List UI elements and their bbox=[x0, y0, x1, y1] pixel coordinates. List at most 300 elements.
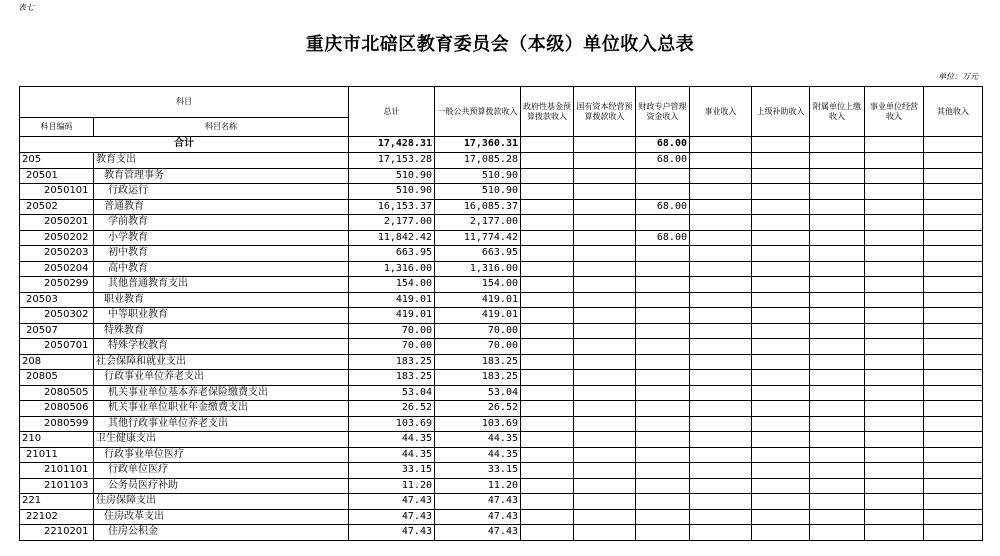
total-cell: 53.04 bbox=[349, 385, 435, 401]
operating-income-cell bbox=[865, 153, 924, 169]
total-sum: 17,428.31 bbox=[349, 137, 435, 153]
total-operating bbox=[865, 137, 924, 153]
other-income-cell bbox=[924, 277, 983, 293]
business-income-cell bbox=[690, 339, 752, 355]
special-account-cell bbox=[636, 432, 690, 448]
name-cell: 职业教育 bbox=[94, 292, 349, 308]
total-cell: 26.52 bbox=[349, 401, 435, 417]
business-income-cell bbox=[690, 184, 752, 200]
business-income-cell bbox=[690, 261, 752, 277]
code-cell: 205 bbox=[20, 153, 94, 169]
total-cell: 70.00 bbox=[349, 339, 435, 355]
affiliate-income-cell bbox=[810, 494, 865, 510]
name-cell: 特殊教育 bbox=[94, 323, 349, 339]
code-cell: 2080505 bbox=[20, 385, 94, 401]
other-income-cell bbox=[924, 339, 983, 355]
state-capital-cell bbox=[574, 370, 636, 386]
table-row bbox=[20, 215, 983, 231]
code-cell: 2101101 bbox=[20, 463, 94, 479]
state-capital-cell bbox=[574, 323, 636, 339]
other-income-cell bbox=[924, 370, 983, 386]
special-account-cell bbox=[636, 168, 690, 184]
name-cell: 住房改革支出 bbox=[94, 509, 349, 525]
superior-subsidy-cell bbox=[752, 215, 810, 231]
affiliate-income-cell bbox=[810, 261, 865, 277]
name-cell: 公务员医疗补助 bbox=[94, 478, 349, 494]
gov-fund-cell bbox=[521, 261, 574, 277]
special-account-cell bbox=[636, 246, 690, 262]
table-row bbox=[20, 292, 983, 308]
special-account-cell bbox=[636, 370, 690, 386]
code-cell: 2050204 bbox=[20, 261, 94, 277]
general-budget-cell: 419.01 bbox=[435, 292, 521, 308]
gov-fund-cell bbox=[521, 385, 574, 401]
special-account-cell: 68.00 bbox=[636, 153, 690, 169]
superior-subsidy-cell bbox=[752, 199, 810, 215]
header-name: 科目名称 bbox=[94, 118, 349, 137]
operating-income-cell bbox=[865, 215, 924, 231]
header-superior-subsidy: 上级补助收入 bbox=[752, 87, 810, 137]
special-account-cell bbox=[636, 184, 690, 200]
affiliate-income-cell bbox=[810, 509, 865, 525]
name-cell: 住房保障支出 bbox=[94, 494, 349, 510]
name-cell: 社会保障和就业支出 bbox=[94, 354, 349, 370]
superior-subsidy-cell bbox=[752, 277, 810, 293]
total-special: 68.00 bbox=[636, 137, 690, 153]
gov-fund-cell bbox=[521, 509, 574, 525]
name-cell: 教育管理事务 bbox=[94, 168, 349, 184]
operating-income-cell bbox=[865, 509, 924, 525]
code-cell: 2050701 bbox=[20, 339, 94, 355]
total-cell: 17,153.28 bbox=[349, 153, 435, 169]
general-budget-cell: 183.25 bbox=[435, 354, 521, 370]
header-affiliate-income: 附属单位上缴收入 bbox=[810, 87, 865, 137]
affiliate-income-cell bbox=[810, 277, 865, 293]
unit-label: 单位：万元 bbox=[938, 72, 978, 81]
total-business bbox=[690, 137, 752, 153]
total-cell: 11,842.42 bbox=[349, 230, 435, 246]
other-income-cell bbox=[924, 323, 983, 339]
other-income-cell bbox=[924, 246, 983, 262]
table-row bbox=[20, 494, 983, 510]
other-income-cell bbox=[924, 478, 983, 494]
affiliate-income-cell bbox=[810, 525, 865, 541]
total-cell: 11.20 bbox=[349, 478, 435, 494]
general-budget-cell: 47.43 bbox=[435, 525, 521, 541]
business-income-cell bbox=[690, 199, 752, 215]
business-income-cell bbox=[690, 478, 752, 494]
business-income-cell bbox=[690, 277, 752, 293]
special-account-cell bbox=[636, 323, 690, 339]
header-subject: 科目 bbox=[20, 87, 349, 118]
general-budget-cell: 17,085.28 bbox=[435, 153, 521, 169]
gov-fund-cell bbox=[521, 494, 574, 510]
superior-subsidy-cell bbox=[752, 463, 810, 479]
code-cell: 21011 bbox=[20, 447, 94, 463]
total-general: 17,360.31 bbox=[435, 137, 521, 153]
state-capital-cell bbox=[574, 432, 636, 448]
total-subsidy bbox=[752, 137, 810, 153]
gov-fund-cell bbox=[521, 447, 574, 463]
name-cell: 行政单位医疗 bbox=[94, 463, 349, 479]
table-row bbox=[20, 432, 983, 448]
gov-fund-cell bbox=[521, 184, 574, 200]
affiliate-income-cell bbox=[810, 354, 865, 370]
state-capital-cell bbox=[574, 463, 636, 479]
income-summary-table bbox=[19, 86, 983, 541]
business-income-cell bbox=[690, 215, 752, 231]
code-cell: 20503 bbox=[20, 292, 94, 308]
state-capital-cell bbox=[574, 246, 636, 262]
special-account-cell: 68.00 bbox=[636, 230, 690, 246]
state-capital-cell bbox=[574, 354, 636, 370]
general-budget-cell: 663.95 bbox=[435, 246, 521, 262]
general-budget-cell: 154.00 bbox=[435, 277, 521, 293]
other-income-cell bbox=[924, 509, 983, 525]
gov-fund-cell bbox=[521, 478, 574, 494]
total-cell: 663.95 bbox=[349, 246, 435, 262]
gov-fund-cell bbox=[521, 230, 574, 246]
operating-income-cell bbox=[865, 261, 924, 277]
gov-fund-cell bbox=[521, 277, 574, 293]
code-cell: 2050302 bbox=[20, 308, 94, 324]
table-row bbox=[20, 168, 983, 184]
table-row bbox=[20, 478, 983, 494]
affiliate-income-cell bbox=[810, 230, 865, 246]
gov-fund-cell bbox=[521, 525, 574, 541]
operating-income-cell bbox=[865, 370, 924, 386]
business-income-cell bbox=[690, 385, 752, 401]
affiliate-income-cell bbox=[810, 339, 865, 355]
operating-income-cell bbox=[865, 525, 924, 541]
total-cell: 70.00 bbox=[349, 323, 435, 339]
gov-fund-cell bbox=[521, 354, 574, 370]
other-income-cell bbox=[924, 416, 983, 432]
superior-subsidy-cell bbox=[752, 230, 810, 246]
other-income-cell bbox=[924, 354, 983, 370]
name-cell: 卫生健康支出 bbox=[94, 432, 349, 448]
other-income-cell bbox=[924, 308, 983, 324]
general-budget-cell: 11.20 bbox=[435, 478, 521, 494]
superior-subsidy-cell bbox=[752, 292, 810, 308]
code-cell: 2050101 bbox=[20, 184, 94, 200]
general-budget-cell: 419.01 bbox=[435, 308, 521, 324]
superior-subsidy-cell bbox=[752, 261, 810, 277]
superior-subsidy-cell bbox=[752, 525, 810, 541]
business-income-cell bbox=[690, 447, 752, 463]
code-cell: 2050203 bbox=[20, 246, 94, 262]
code-cell: 22102 bbox=[20, 509, 94, 525]
special-account-cell bbox=[636, 292, 690, 308]
operating-income-cell bbox=[865, 184, 924, 200]
superior-subsidy-cell bbox=[752, 416, 810, 432]
gov-fund-cell bbox=[521, 323, 574, 339]
special-account-cell bbox=[636, 354, 690, 370]
state-capital-cell bbox=[574, 416, 636, 432]
general-budget-cell: 2,177.00 bbox=[435, 215, 521, 231]
operating-income-cell bbox=[865, 323, 924, 339]
code-cell: 2050201 bbox=[20, 215, 94, 231]
total-state-capital bbox=[574, 137, 636, 153]
general-budget-cell: 44.35 bbox=[435, 447, 521, 463]
name-cell: 行政事业单位养老支出 bbox=[94, 370, 349, 386]
superior-subsidy-cell bbox=[752, 168, 810, 184]
state-capital-cell bbox=[574, 168, 636, 184]
special-account-cell bbox=[636, 525, 690, 541]
superior-subsidy-cell bbox=[752, 339, 810, 355]
gov-fund-cell bbox=[521, 432, 574, 448]
operating-income-cell bbox=[865, 230, 924, 246]
other-income-cell bbox=[924, 292, 983, 308]
state-capital-cell bbox=[574, 215, 636, 231]
affiliate-income-cell bbox=[810, 401, 865, 417]
table-row bbox=[20, 277, 983, 293]
name-cell: 教育支出 bbox=[94, 153, 349, 169]
total-cell: 44.35 bbox=[349, 432, 435, 448]
header-total: 总计 bbox=[349, 87, 435, 137]
business-income-cell bbox=[690, 292, 752, 308]
total-cell: 47.43 bbox=[349, 494, 435, 510]
superior-subsidy-cell bbox=[752, 385, 810, 401]
code-cell: 2050202 bbox=[20, 230, 94, 246]
general-budget-cell: 70.00 bbox=[435, 339, 521, 355]
superior-subsidy-cell bbox=[752, 509, 810, 525]
table-row bbox=[20, 354, 983, 370]
general-budget-cell: 44.35 bbox=[435, 432, 521, 448]
general-budget-cell: 16,085.37 bbox=[435, 199, 521, 215]
operating-income-cell bbox=[865, 401, 924, 417]
total-cell: 183.25 bbox=[349, 370, 435, 386]
code-cell: 2101103 bbox=[20, 478, 94, 494]
table-row bbox=[20, 509, 983, 525]
state-capital-cell bbox=[574, 292, 636, 308]
gov-fund-cell bbox=[521, 401, 574, 417]
affiliate-income-cell bbox=[810, 463, 865, 479]
affiliate-income-cell bbox=[810, 215, 865, 231]
code-cell: 221 bbox=[20, 494, 94, 510]
total-cell: 1,316.00 bbox=[349, 261, 435, 277]
superior-subsidy-cell bbox=[752, 354, 810, 370]
business-income-cell bbox=[690, 308, 752, 324]
general-budget-cell: 26.52 bbox=[435, 401, 521, 417]
table-row bbox=[20, 447, 983, 463]
business-income-cell bbox=[690, 525, 752, 541]
operating-income-cell bbox=[865, 199, 924, 215]
total-cell: 16,153.37 bbox=[349, 199, 435, 215]
business-income-cell bbox=[690, 230, 752, 246]
header-general-budget: 一般公共预算拨款收入 bbox=[435, 87, 521, 137]
total-cell: 183.25 bbox=[349, 354, 435, 370]
other-income-cell bbox=[924, 168, 983, 184]
operating-income-cell bbox=[865, 494, 924, 510]
general-budget-cell: 1,316.00 bbox=[435, 261, 521, 277]
name-cell: 行政事业单位医疗 bbox=[94, 447, 349, 463]
special-account-cell bbox=[636, 447, 690, 463]
gov-fund-cell bbox=[521, 463, 574, 479]
special-account-cell bbox=[636, 261, 690, 277]
state-capital-cell bbox=[574, 385, 636, 401]
gov-fund-cell bbox=[521, 168, 574, 184]
state-capital-cell bbox=[574, 261, 636, 277]
code-cell: 20501 bbox=[20, 168, 94, 184]
affiliate-income-cell bbox=[810, 478, 865, 494]
table-number-label: 表七 bbox=[18, 3, 34, 12]
superior-subsidy-cell bbox=[752, 308, 810, 324]
operating-income-cell bbox=[865, 416, 924, 432]
gov-fund-cell bbox=[521, 199, 574, 215]
name-cell: 高中教育 bbox=[94, 261, 349, 277]
table-row bbox=[20, 308, 983, 324]
operating-income-cell bbox=[865, 463, 924, 479]
code-cell: 210 bbox=[20, 432, 94, 448]
other-income-cell bbox=[924, 494, 983, 510]
state-capital-cell bbox=[574, 199, 636, 215]
other-income-cell bbox=[924, 230, 983, 246]
general-budget-cell: 183.25 bbox=[435, 370, 521, 386]
affiliate-income-cell bbox=[810, 370, 865, 386]
total-cell: 419.01 bbox=[349, 292, 435, 308]
total-cell: 103.69 bbox=[349, 416, 435, 432]
business-income-cell bbox=[690, 153, 752, 169]
other-income-cell bbox=[924, 432, 983, 448]
table-row bbox=[20, 261, 983, 277]
code-cell: 20502 bbox=[20, 199, 94, 215]
superior-subsidy-cell bbox=[752, 246, 810, 262]
general-budget-cell: 53.04 bbox=[435, 385, 521, 401]
table-row bbox=[20, 370, 983, 386]
special-account-cell bbox=[636, 401, 690, 417]
gov-fund-cell bbox=[521, 308, 574, 324]
operating-income-cell bbox=[865, 339, 924, 355]
gov-fund-cell bbox=[521, 215, 574, 231]
affiliate-income-cell bbox=[810, 199, 865, 215]
business-income-cell bbox=[690, 323, 752, 339]
total-other bbox=[924, 137, 983, 153]
total-cell: 419.01 bbox=[349, 308, 435, 324]
code-cell: 2210201 bbox=[20, 525, 94, 541]
state-capital-cell bbox=[574, 153, 636, 169]
gov-fund-cell bbox=[521, 246, 574, 262]
name-cell: 机关事业单位职业年金缴费支出 bbox=[94, 401, 349, 417]
operating-income-cell bbox=[865, 432, 924, 448]
name-cell: 机关事业单位基本养老保险缴费支出 bbox=[94, 385, 349, 401]
state-capital-cell bbox=[574, 447, 636, 463]
other-income-cell bbox=[924, 525, 983, 541]
affiliate-income-cell bbox=[810, 416, 865, 432]
special-account-cell bbox=[636, 277, 690, 293]
superior-subsidy-cell bbox=[752, 447, 810, 463]
total-cell: 44.35 bbox=[349, 447, 435, 463]
total-cell: 2,177.00 bbox=[349, 215, 435, 231]
special-account-cell bbox=[636, 463, 690, 479]
total-cell: 47.43 bbox=[349, 525, 435, 541]
state-capital-cell bbox=[574, 478, 636, 494]
business-income-cell bbox=[690, 168, 752, 184]
business-income-cell bbox=[690, 432, 752, 448]
code-cell: 20805 bbox=[20, 370, 94, 386]
header-row-1 bbox=[20, 87, 983, 118]
header-other-income: 其他收入 bbox=[924, 87, 983, 137]
affiliate-income-cell bbox=[810, 447, 865, 463]
affiliate-income-cell bbox=[810, 184, 865, 200]
operating-income-cell bbox=[865, 168, 924, 184]
gov-fund-cell bbox=[521, 339, 574, 355]
table-row bbox=[20, 416, 983, 432]
affiliate-income-cell bbox=[810, 432, 865, 448]
affiliate-income-cell bbox=[810, 246, 865, 262]
affiliate-income-cell bbox=[810, 292, 865, 308]
name-cell: 学前教育 bbox=[94, 215, 349, 231]
code-cell: 2050299 bbox=[20, 277, 94, 293]
name-cell: 其他普通教育支出 bbox=[94, 277, 349, 293]
gov-fund-cell bbox=[521, 153, 574, 169]
other-income-cell bbox=[924, 184, 983, 200]
table-row bbox=[20, 339, 983, 355]
business-income-cell bbox=[690, 370, 752, 386]
operating-income-cell bbox=[865, 447, 924, 463]
business-income-cell bbox=[690, 246, 752, 262]
name-cell: 普通教育 bbox=[94, 199, 349, 215]
general-budget-cell: 510.90 bbox=[435, 168, 521, 184]
special-account-cell: 68.00 bbox=[636, 199, 690, 215]
name-cell: 初中教育 bbox=[94, 246, 349, 262]
business-income-cell bbox=[690, 416, 752, 432]
gov-fund-cell bbox=[521, 370, 574, 386]
business-income-cell bbox=[690, 463, 752, 479]
total-cell: 154.00 bbox=[349, 277, 435, 293]
total-row bbox=[20, 137, 983, 153]
total-cell: 47.43 bbox=[349, 509, 435, 525]
affiliate-income-cell bbox=[810, 168, 865, 184]
general-budget-cell: 103.69 bbox=[435, 416, 521, 432]
table-row bbox=[20, 401, 983, 417]
affiliate-income-cell bbox=[810, 308, 865, 324]
table-row bbox=[20, 184, 983, 200]
other-income-cell bbox=[924, 153, 983, 169]
name-cell: 其他行政事业单位养老支出 bbox=[94, 416, 349, 432]
header-special-account: 财政专户管理资金收入 bbox=[636, 87, 690, 137]
total-cell: 510.90 bbox=[349, 168, 435, 184]
name-cell: 行政运行 bbox=[94, 184, 349, 200]
other-income-cell bbox=[924, 385, 983, 401]
table-row bbox=[20, 525, 983, 541]
total-affiliate bbox=[810, 137, 865, 153]
other-income-cell bbox=[924, 401, 983, 417]
special-account-cell bbox=[636, 416, 690, 432]
other-income-cell bbox=[924, 447, 983, 463]
general-budget-cell: 33.15 bbox=[435, 463, 521, 479]
name-cell: 中等职业教育 bbox=[94, 308, 349, 324]
table-row bbox=[20, 230, 983, 246]
operating-income-cell bbox=[865, 385, 924, 401]
special-account-cell bbox=[636, 478, 690, 494]
total-label: 合计 bbox=[20, 137, 349, 153]
superior-subsidy-cell bbox=[752, 494, 810, 510]
table-row bbox=[20, 385, 983, 401]
header-code: 科目编码 bbox=[20, 118, 94, 137]
operating-income-cell bbox=[865, 292, 924, 308]
header-business-income: 事业收入 bbox=[690, 87, 752, 137]
business-income-cell bbox=[690, 354, 752, 370]
special-account-cell bbox=[636, 494, 690, 510]
name-cell: 小学教育 bbox=[94, 230, 349, 246]
code-cell: 2080599 bbox=[20, 416, 94, 432]
business-income-cell bbox=[690, 509, 752, 525]
state-capital-cell bbox=[574, 525, 636, 541]
affiliate-income-cell bbox=[810, 153, 865, 169]
general-budget-cell: 70.00 bbox=[435, 323, 521, 339]
code-cell: 20507 bbox=[20, 323, 94, 339]
